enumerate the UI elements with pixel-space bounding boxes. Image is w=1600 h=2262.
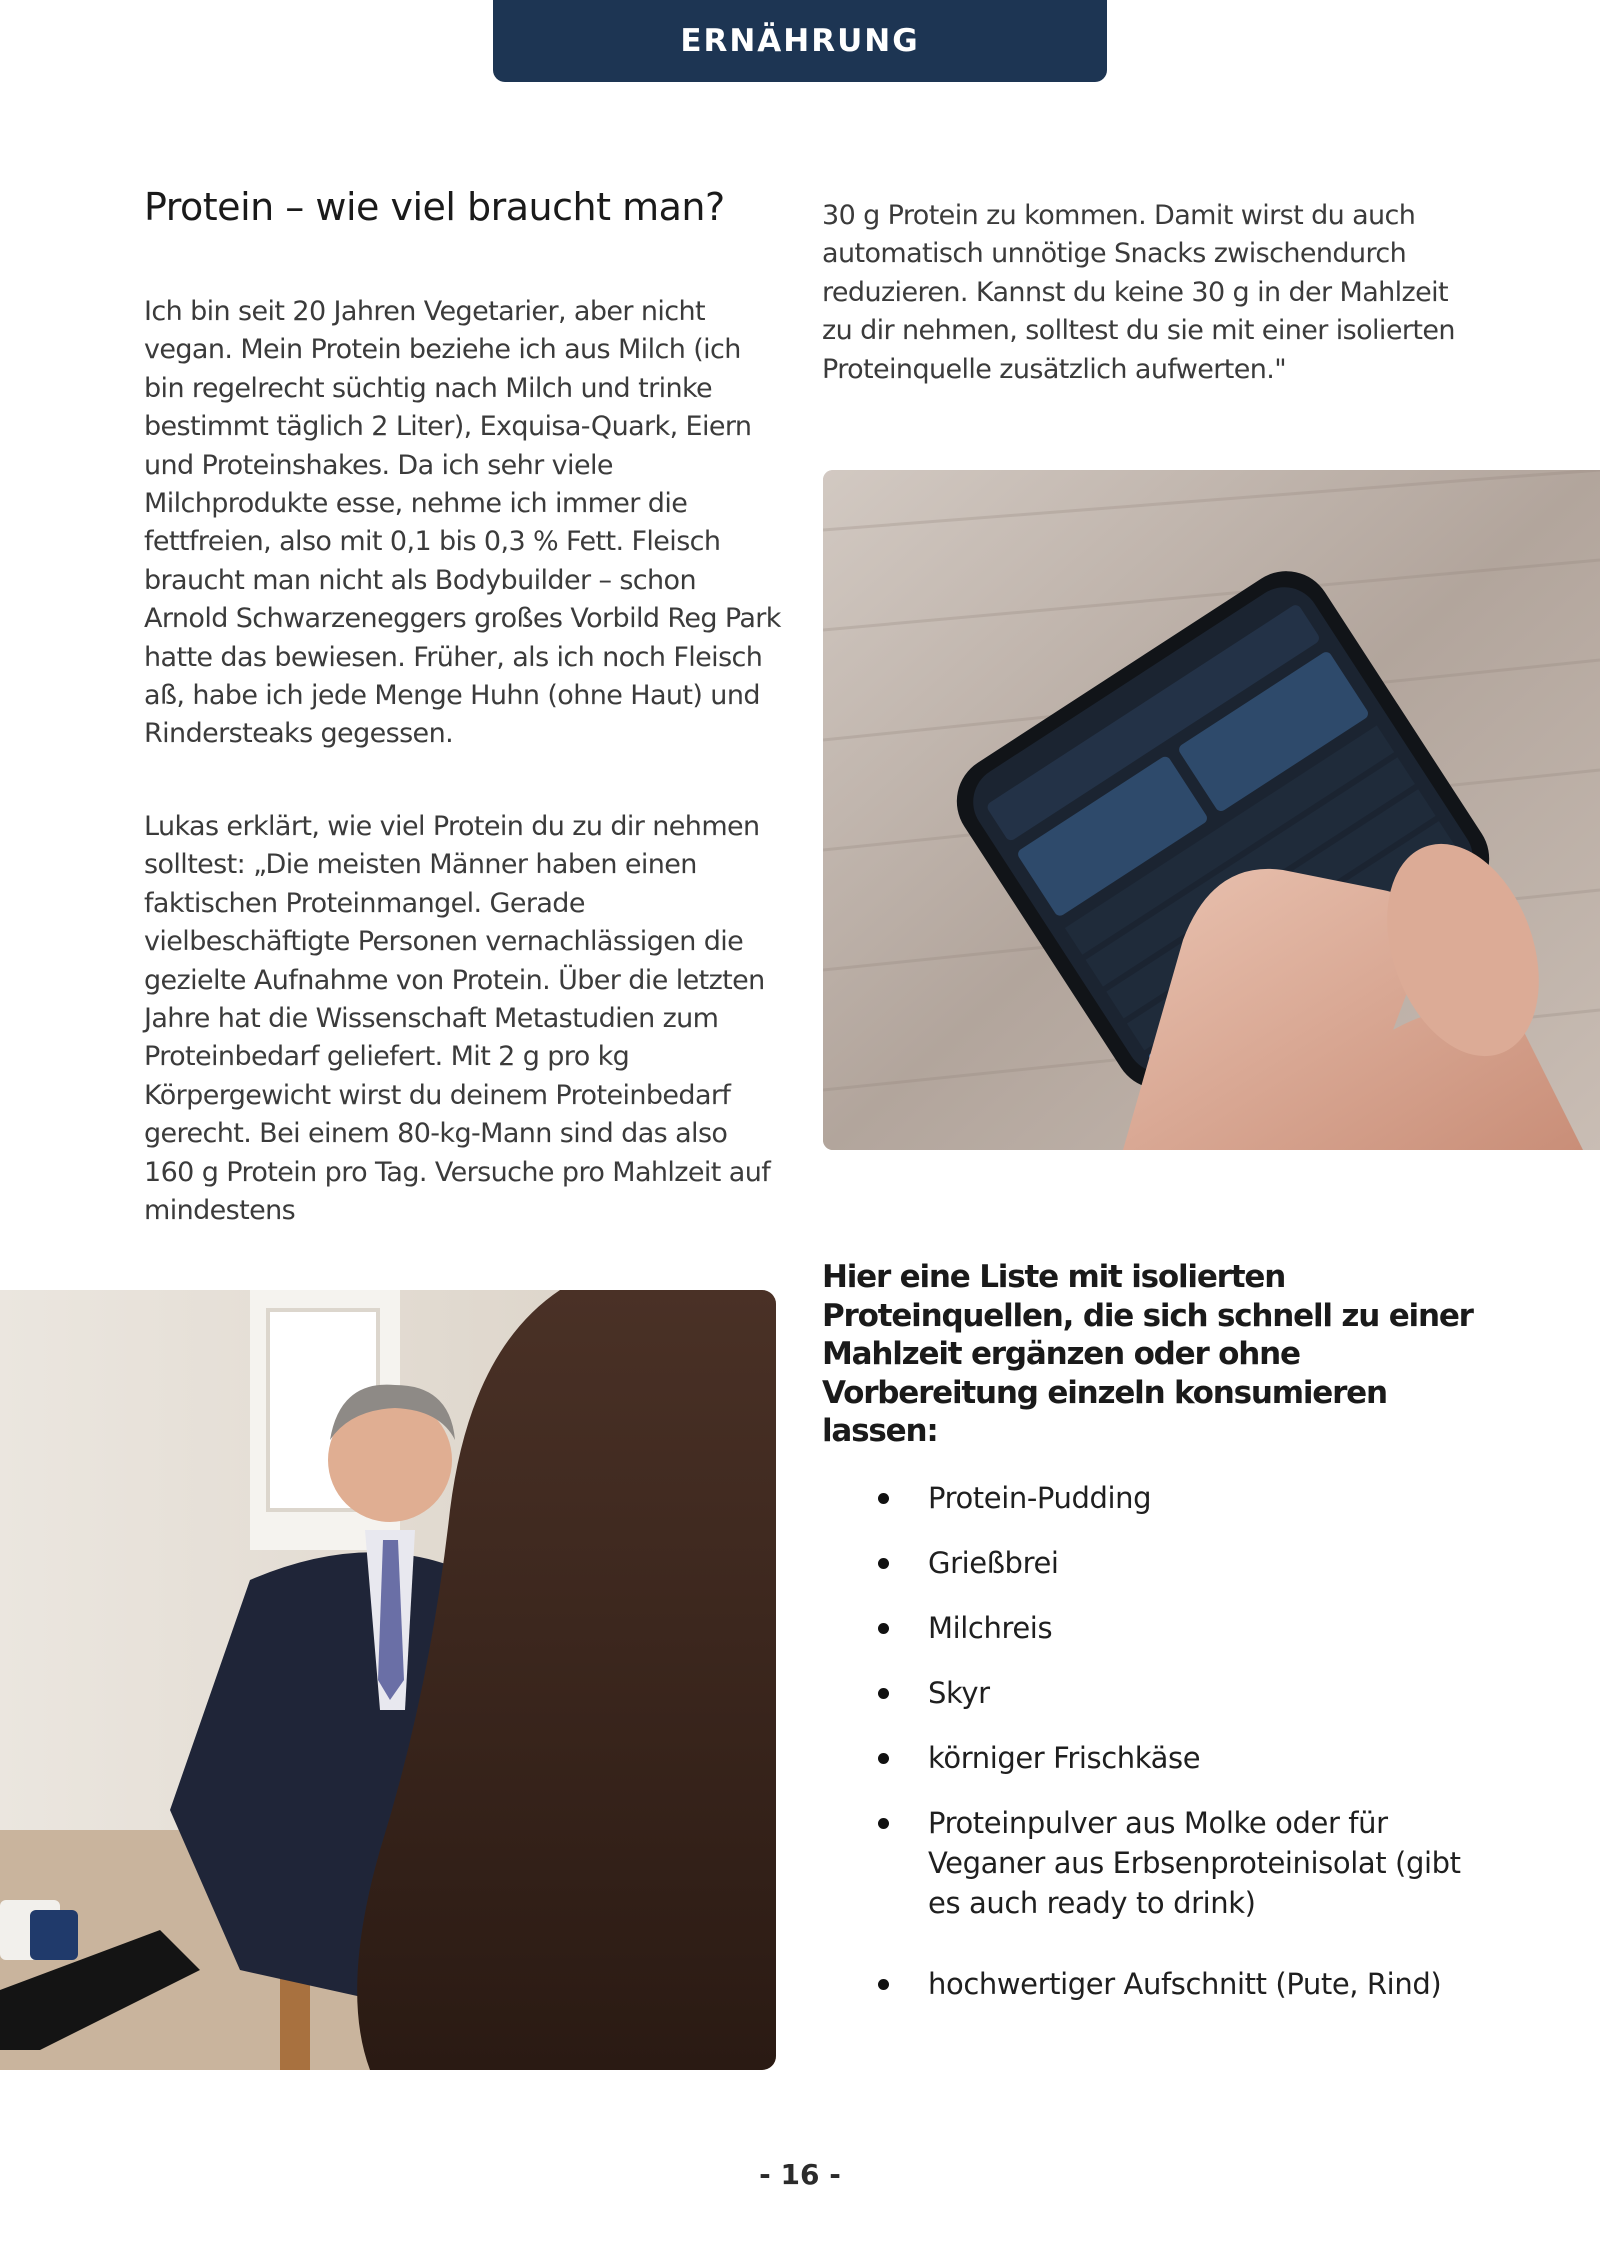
page-number: - 16 -: [759, 2158, 841, 2191]
list-item-label: Milchreis: [928, 1611, 1053, 1645]
phone-app-illustration: [823, 470, 1600, 1150]
interview-illustration: [0, 1290, 776, 2070]
list-item-label: körniger Frischkäse: [928, 1741, 1201, 1775]
list-item: [878, 1673, 1498, 1713]
list-item-label: Grießbrei: [928, 1546, 1059, 1580]
interview-photo: [0, 1290, 776, 2070]
phone-app-photo: [823, 470, 1600, 1150]
bullet-icon: [878, 1818, 889, 1829]
list-item: [878, 1608, 1498, 1648]
list-item-label: Proteinpulver aus Molke oder für Veganer aus Erbsenproteinisolat (gibt es auch ready to drink): [928, 1806, 1461, 1920]
section-tab: [493, 0, 1107, 82]
bullet-icon: [878, 1493, 889, 1504]
article-paragraph-2: Lukas erklärt, wie viel Protein du zu dir nehmen solltest: „Die meisten Männer haben einen faktischen Proteinmangel. Gerade vielbeschäftigte Personen vernachlässigen die gezielte Aufnahme von Protein. Über die letzten Jahre hat die Wissenschaft Metastudien zum Proteinbedarf geliefert. Mit 2 g pro kg Körpergewicht wirst du deinem Proteinbedarf gerecht. Bei einem 80-kg-Mann sind das also 160 g Protein pro Tag. Versuche pro Mahlzeit auf mindestens: [144, 811, 771, 1227]
section-label: ERNÄHRUNG: [680, 23, 920, 59]
list-item-label: Protein-Pudding: [928, 1481, 1152, 1515]
list-item-label: hochwertiger Aufschnitt (Pute, Rind): [928, 1967, 1442, 2001]
list-item: [878, 1803, 1498, 1923]
article-paragraph-1: Ich bin seit 20 Jahren Vegetarier, aber nicht vegan. Mein Protein beziehe ich aus Milch (ich bin regelrecht süchtig nach Milch und trinke bestimmt täglich 2 Liter), Exquisa-Quark, Eiern und Proteinshakes. Da ich sehr viele Milchprodukte esse, nehme ich immer die fettfreien, also mit 0,1 bis 0,3 % Fett. Fleisch braucht man nicht als Bodybuilder – schon Arnold Schwarzeneggers großes Vorbild Reg Park hatte das bewiesen. Früher, als ich noch Fleisch aß, habe ich jede Menge Huhn (ohne Haut) und Rindersteaks gegessen.: [144, 296, 781, 750]
list-item: [878, 1543, 1498, 1583]
article-heading: Protein – wie viel braucht man?: [144, 185, 725, 229]
list-item: [878, 1478, 1498, 1518]
bullet-icon: [878, 1623, 889, 1634]
bullet-icon: [878, 1688, 889, 1699]
protein-source-list: [878, 1478, 1498, 2004]
list-item: [878, 1964, 1498, 2004]
bullet-icon: [878, 1979, 889, 1990]
list-item: [878, 1738, 1498, 1778]
bullet-icon: [878, 1558, 889, 1569]
article-paragraph-3: 30 g Protein zu kommen. Damit wirst du auch automatisch unnötige Snacks zwischendurch reduzieren. Kannst du keine 30 g in der Mahlzeit zu dir nehmen, solltest du sie mit einer isolierten Proteinquelle zusätzlich aufwerten.": [822, 200, 1455, 385]
sidebar-heading: Hier eine Liste mit isolierten Proteinquellen, die sich schnell zu einer Mahlzeit ergänzen oder ohne Vorbereitung einzeln konsumieren lassen:: [822, 1259, 1473, 1449]
list-item-label: Skyr: [928, 1676, 990, 1710]
bullet-icon: [878, 1753, 889, 1764]
